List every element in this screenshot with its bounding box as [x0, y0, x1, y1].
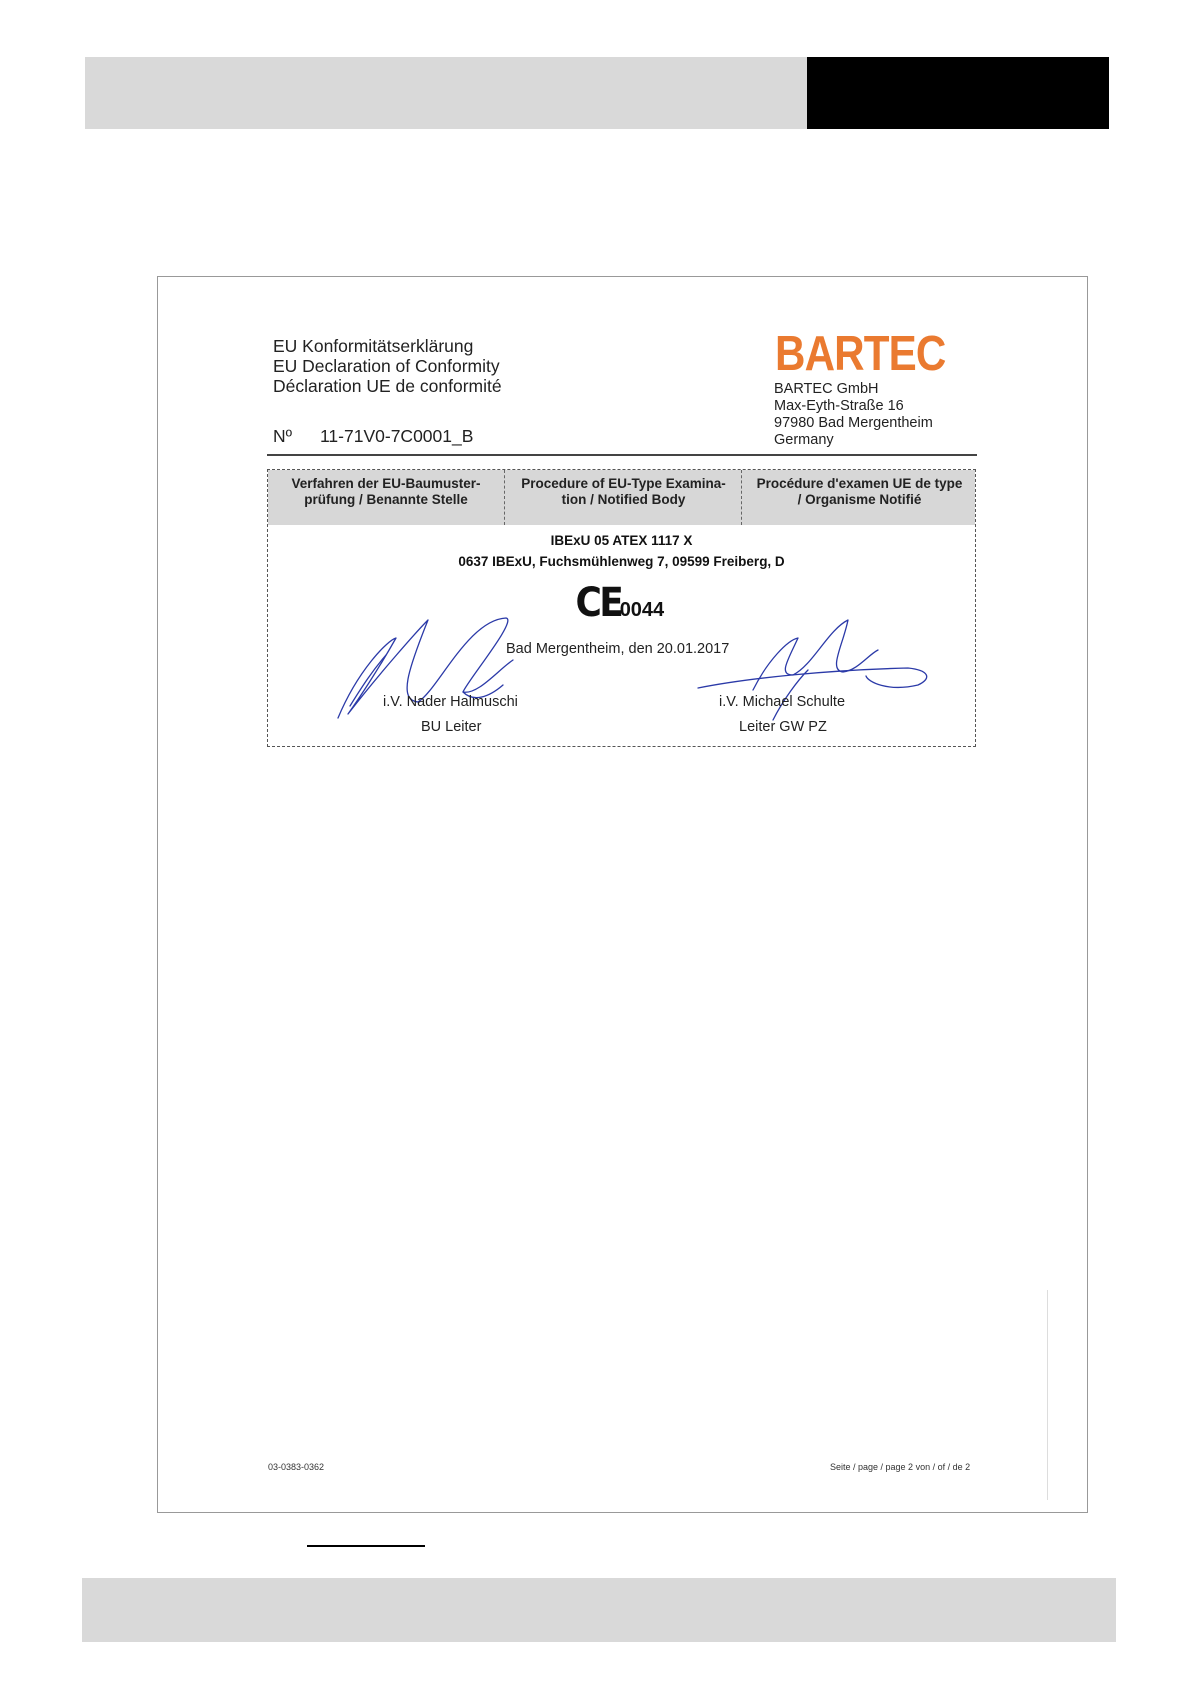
- header-divider: [267, 454, 977, 456]
- declaration-titles: [273, 336, 502, 396]
- header-cell-fr: [742, 476, 977, 508]
- company-address: [774, 381, 933, 449]
- company-name: BARTEC GmbH: [774, 381, 879, 397]
- document-number: [273, 426, 473, 447]
- page-footer-bar: [82, 1578, 1116, 1642]
- document-code: 03-0383-0362: [268, 1462, 325, 1472]
- scan-edge-line: [1047, 1290, 1048, 1500]
- declaration-image-frame: [157, 276, 1088, 1513]
- company-city: 97980 Bad Mergentheim: [774, 415, 933, 431]
- company-country: Germany: [774, 432, 834, 448]
- number-value: 11-71V0-7C0001_B: [320, 426, 474, 446]
- page-header-bar: [85, 57, 1109, 129]
- ce-notified-number: 0044: [619, 599, 665, 621]
- header-fr-line2: / Organisme Notifié: [797, 492, 922, 507]
- signatory-2-title: Leiter GW PZ: [739, 719, 827, 735]
- ce-marking: [573, 580, 664, 626]
- signatory-1-title: BU Leiter: [421, 719, 482, 735]
- bartec-logo: BARTEC: [775, 327, 946, 381]
- footer-underline: [307, 1545, 425, 1547]
- header-cell-de: [268, 476, 504, 508]
- header-en-line2: tion / Notified Body: [561, 492, 686, 507]
- title-en: EU Declaration of Conformity: [273, 356, 500, 376]
- header-fr-line1: Procédure d'examen UE de type: [756, 476, 963, 491]
- header-black-block: [807, 57, 1109, 129]
- table-header: [268, 470, 975, 525]
- header-de-line1: Verfahren der EU-Baumuster-: [291, 476, 481, 491]
- header-de-line2: prüfung / Benannte Stelle: [304, 492, 468, 507]
- place-and-date: Bad Mergentheim, den 20.01.2017: [506, 641, 730, 657]
- title-de: EU Konformitätserklärung: [273, 336, 474, 356]
- notified-body-table: [267, 469, 976, 747]
- page-info: Seite / page / page 2 von / of / de 2: [830, 1462, 971, 1472]
- title-fr: Déclaration UE de conformité: [273, 376, 502, 396]
- ce-mark-logo: CE: [575, 580, 622, 626]
- header-en-line1: Procedure of EU-Type Examina-: [521, 476, 726, 491]
- header-cell-en: [505, 476, 742, 508]
- signatory-2-name: i.V. Michael Schulte: [719, 694, 846, 710]
- notified-body-address: 0637 IBExU, Fuchsmühlenweg 7, 09599 Freiberg, D: [458, 554, 785, 569]
- signatory-1-name: i.V. Nader Halmuschi: [383, 694, 518, 710]
- number-label: Nº: [273, 426, 293, 446]
- certificate-number: IBExU 05 ATEX 1117 X: [550, 533, 693, 548]
- company-street: Max-Eyth-Straße 16: [774, 398, 904, 414]
